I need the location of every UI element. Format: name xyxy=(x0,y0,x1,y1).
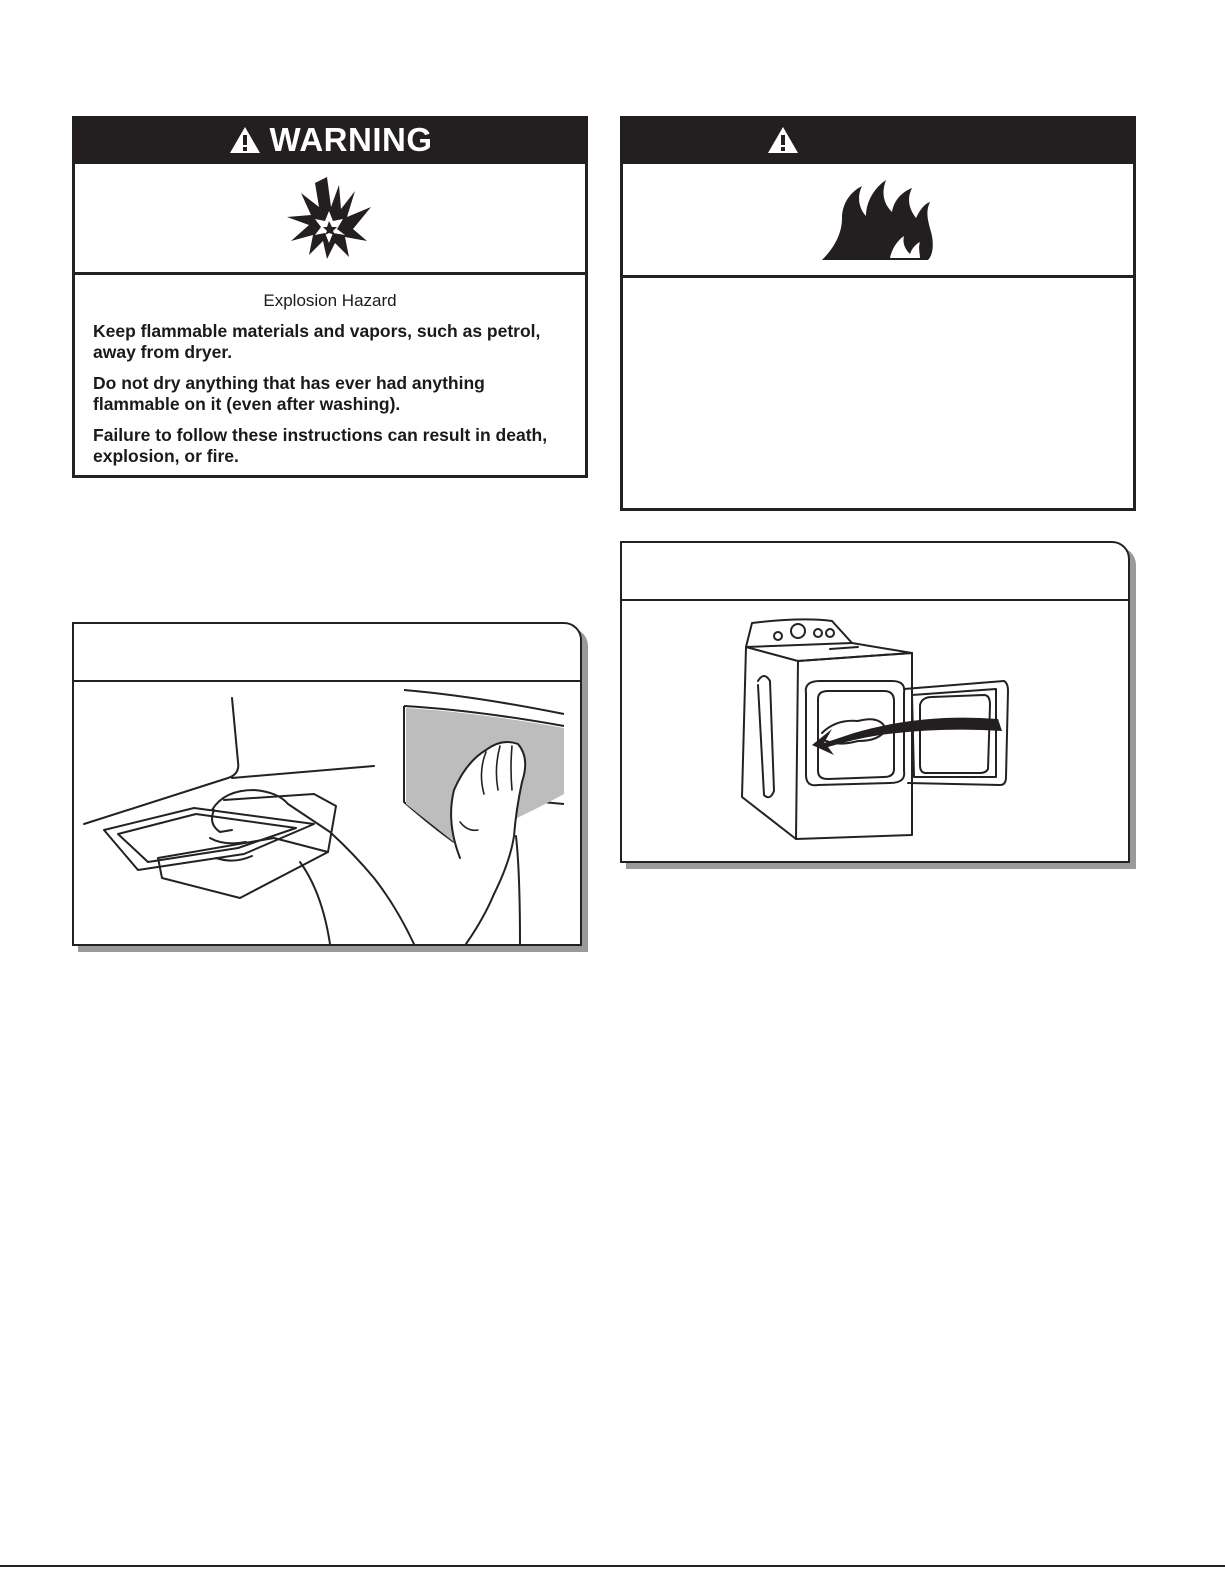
fire-warning-box xyxy=(620,116,1136,511)
warning-header xyxy=(72,116,588,164)
dryer-illustration xyxy=(622,601,1128,863)
warning-line: Do not dry anything that has ever had anything flammable on it (even after washing). xyxy=(93,373,485,414)
warning-line: Failure to follow these instructions can result in death, explosion, or fire. xyxy=(93,425,548,466)
lint-screen-figure xyxy=(72,622,582,946)
warning-line: Keep flammable materials and vapors, such as petrol, away from dryer. xyxy=(93,321,541,362)
figure-illustration xyxy=(74,682,580,944)
explosion-icon xyxy=(287,177,373,259)
warning-header-label: WARNING xyxy=(269,121,433,158)
warning-triangle-icon xyxy=(766,125,800,155)
warning-header xyxy=(620,116,1136,164)
fire-icon xyxy=(820,178,936,262)
figure-caption-bar xyxy=(74,624,580,682)
warning-text xyxy=(93,291,567,477)
hazard-title: Explosion Hazard xyxy=(263,291,397,310)
warning-triangle-icon xyxy=(228,125,262,155)
dryer-loading-figure xyxy=(620,541,1130,863)
explosion-warning-box xyxy=(72,116,588,478)
page-bottom-rule xyxy=(0,1565,1225,1567)
lint-screen-illustration xyxy=(74,682,580,944)
hazard-symbol-area xyxy=(75,164,585,275)
hazard-symbol-area xyxy=(623,164,1133,278)
figure-caption-bar xyxy=(622,543,1128,601)
figure-illustration xyxy=(622,601,1128,861)
